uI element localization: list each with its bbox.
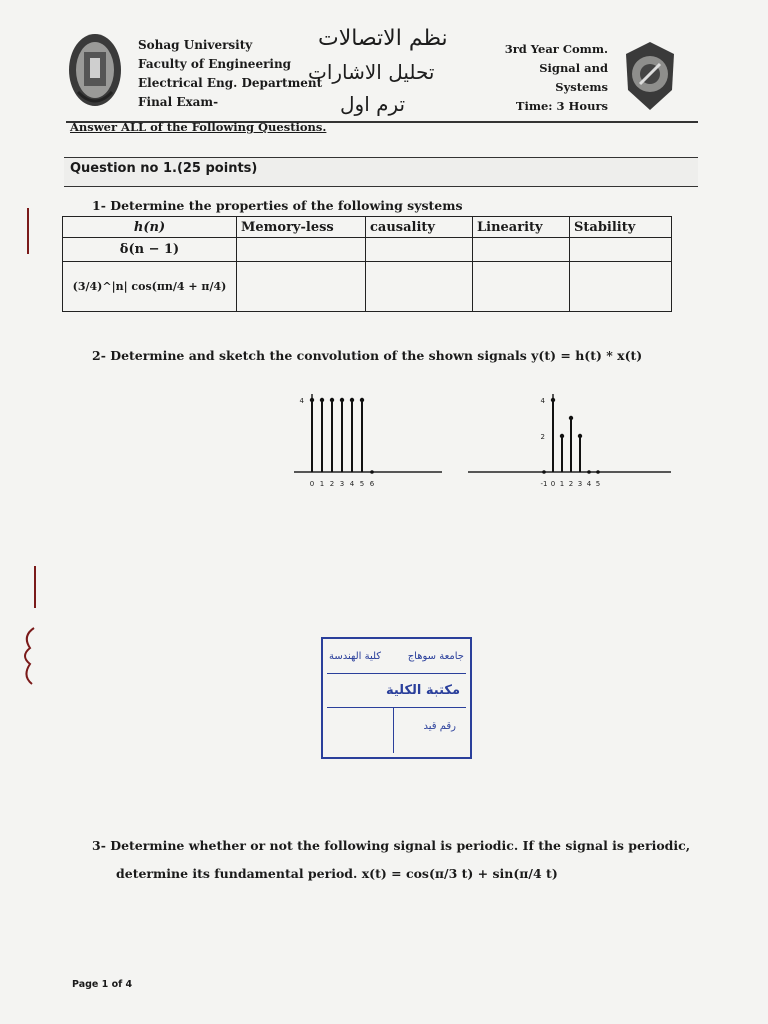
page-footer: Page 1 of 4 xyxy=(72,979,133,990)
x-tick-label: 3 xyxy=(339,480,345,488)
signal-plot-x xyxy=(466,388,676,502)
stem-point xyxy=(330,398,334,402)
table-cell-cosine: (3/4)^|n| cos(πn/4 + π/4) xyxy=(63,262,237,312)
header-right xyxy=(486,40,608,116)
course-name: Signal and Systems xyxy=(539,61,608,94)
x-tick-label: -1 xyxy=(540,480,548,488)
y-tick-label: 4 xyxy=(299,397,304,405)
stem-point xyxy=(578,434,582,438)
margin-mark xyxy=(27,208,29,254)
x-tick-label: 1 xyxy=(559,480,565,488)
stem-point xyxy=(340,398,344,402)
margin-mark xyxy=(34,566,36,608)
stem-point xyxy=(350,398,354,402)
item1-text: 1- Determine the properties of the following systems xyxy=(92,198,463,213)
x-tick-label: 1 xyxy=(319,480,325,488)
x-tick-label: 6 xyxy=(369,480,375,488)
table-header-stability: Stability xyxy=(570,217,672,238)
table-cell xyxy=(237,238,366,262)
table-cell xyxy=(570,262,672,312)
library-stamp xyxy=(321,637,472,759)
exam-name: Final Exam- xyxy=(138,95,219,109)
margin-brace xyxy=(16,626,40,690)
zero-point xyxy=(542,470,546,474)
handwritten-arabic-2: تحليل الاشارات xyxy=(308,60,435,84)
faculty-logo-right xyxy=(622,40,678,116)
university-logo-left xyxy=(66,30,124,114)
item2-text: 2- Determine and sketch the convolution of the shown signals y(t) = h(t) * x(t) xyxy=(92,348,643,363)
x-tick-label: 5 xyxy=(595,480,601,488)
table-header-linearity: Linearity xyxy=(473,217,570,238)
stamp-divider xyxy=(393,707,394,753)
stem-point xyxy=(569,416,573,420)
x-tick-label: 0 xyxy=(309,480,315,488)
y-tick-label: 2 xyxy=(540,433,545,441)
zero-point xyxy=(370,470,374,474)
x-tick-label: 0 xyxy=(550,480,556,488)
stamp-line-4: رقم قيد xyxy=(423,721,456,732)
stamp-line-2: كلية الهندسة xyxy=(329,651,382,662)
plot-h-svg xyxy=(292,388,452,498)
signal-plot-h xyxy=(292,388,452,502)
table-cell-delta: δ(n − 1) xyxy=(63,238,237,262)
x-tick-label: 5 xyxy=(359,480,365,488)
table-cell xyxy=(473,238,570,262)
table-row xyxy=(63,238,672,262)
stem-point xyxy=(360,398,364,402)
stem-point xyxy=(320,398,324,402)
item3-line2: determine its fundamental period. x(t) = cos(π/3 t) + sin(π/4 t) xyxy=(116,866,558,881)
x-tick-label: 4 xyxy=(349,480,355,488)
zero-point xyxy=(587,470,591,474)
handwritten-arabic-3: ترم اول xyxy=(340,92,406,116)
question-title: Question no 1.(25 points) xyxy=(70,161,258,176)
stem-point xyxy=(560,434,564,438)
table-header-memoryless: Memory-less xyxy=(237,217,366,238)
course-year: 3rd Year Comm. xyxy=(504,42,608,56)
table-header-hn: h(n) xyxy=(63,217,237,238)
x-tick-label: 3 xyxy=(577,480,583,488)
table-cell xyxy=(570,238,672,262)
stamp-line-1: جامعة سوهاج xyxy=(407,651,464,662)
plot-x-svg xyxy=(466,388,676,498)
x-tick-label: 2 xyxy=(329,480,335,488)
table-row xyxy=(63,262,672,312)
department-name: Electrical Eng. Department xyxy=(138,76,323,90)
zero-point xyxy=(596,470,600,474)
handwritten-arabic-1: نظم الاتصالات xyxy=(318,26,448,51)
y-tick-label: 4 xyxy=(540,397,545,405)
stamp-divider xyxy=(327,707,466,708)
item3-line1: 3- Determine whether or not the following signal is periodic. If the signal is periodic, xyxy=(92,838,691,853)
table-header-causality: causality xyxy=(366,217,473,238)
table-cell xyxy=(473,262,570,312)
table-cell xyxy=(237,262,366,312)
university-name: Sohag University xyxy=(138,38,253,52)
faculty-name: Faculty of Engineering xyxy=(138,57,292,71)
stem-point xyxy=(310,398,314,402)
header-left xyxy=(138,36,322,112)
stem-point xyxy=(551,398,555,402)
stamp-line-3: مكتبة الكلية xyxy=(385,683,460,698)
exam-time: Time: 3 Hours xyxy=(515,99,608,113)
x-tick-label: 2 xyxy=(568,480,574,488)
instructions: Answer ALL of the Following Questions. xyxy=(70,120,327,134)
stamp-divider xyxy=(327,673,466,674)
properties-table xyxy=(62,216,672,312)
table-cell xyxy=(366,262,473,312)
table-cell xyxy=(366,238,473,262)
x-tick-label: 4 xyxy=(586,480,592,488)
